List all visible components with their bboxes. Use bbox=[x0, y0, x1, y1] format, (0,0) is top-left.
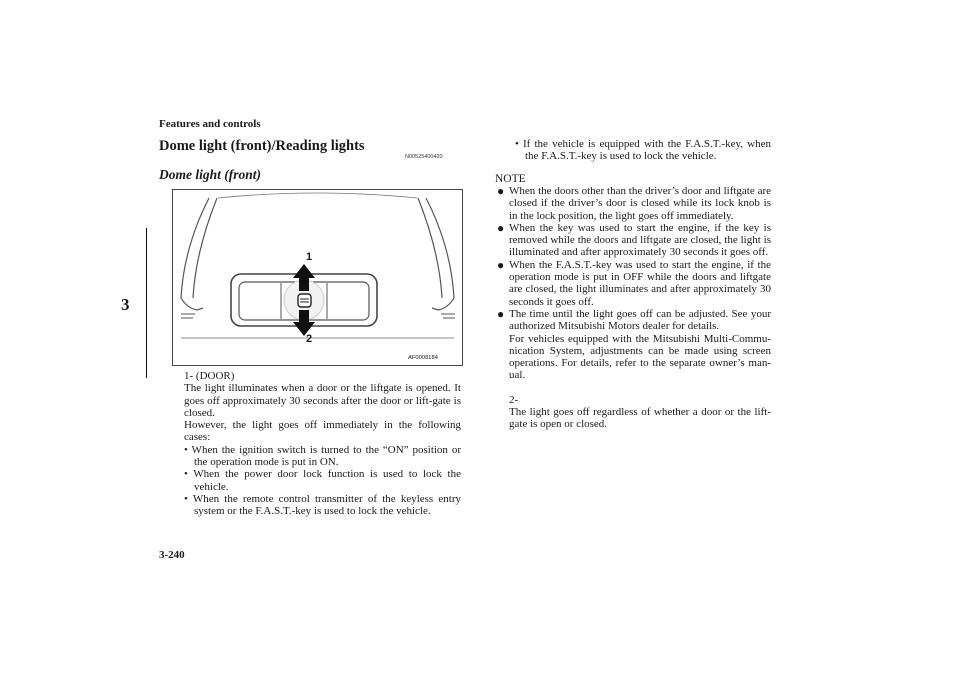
note-item bbox=[497, 259, 771, 308]
note-list bbox=[497, 185, 771, 431]
right-column-top bbox=[515, 138, 771, 163]
item2-heading: 2- bbox=[509, 393, 519, 406]
list-item: • When the power door lock function is used to lock the vehicle. bbox=[184, 468, 461, 493]
note-text: When the F.A.S.T.-key was used to start the engine, if the operation mode is put in OFF while the doors and liftgate are closed, the light illuminates and after approximately 30 seconds it goes off. bbox=[509, 258, 771, 308]
note-text: The time until the light goes off can be adjusted. See your authorized Mitsubishi Motors dealer for details. bbox=[509, 307, 771, 333]
item2-text: The light goes off regardless of whether a door or the lift-gate is open or closed. bbox=[509, 406, 771, 431]
section-subtitle: Dome light (front) bbox=[159, 167, 262, 182]
note-text: When the key was used to start the engine, if the key is removed while the doors and liftgate are closed, the light is illuminated and after approximately 30 seconds it goes off. bbox=[509, 221, 771, 259]
dome-light-illustration bbox=[173, 190, 462, 365]
page-number: 3-240 bbox=[159, 549, 185, 561]
note-label: NOTE bbox=[495, 173, 526, 185]
section-title: Dome light (front)/Reading lights bbox=[159, 138, 365, 154]
list-item: • When the ignition switch is turned to the “ON” position or the operation mode is put in ON. bbox=[184, 443, 461, 469]
figure-code: AF0008184 bbox=[408, 355, 438, 361]
list-item: • When the remote control transmitter of the keyless entry system or the F.A.S.T.-key is used to lock the vehicle. bbox=[184, 492, 461, 518]
bullet-icon: ● bbox=[497, 306, 505, 321]
figure-label-1: 1 bbox=[306, 251, 313, 263]
note-text: For vehicles equipped with the Mitsubishi Multi-Commu-nication System, adjustments can be made using screen operations. For details, refer to the separate owner’s man-ual. bbox=[509, 332, 771, 382]
list-item: • If the vehicle is equipped with the F.A.S.T.-key, when the F.A.S.T.-key is used to lock the vehicle. bbox=[515, 138, 771, 163]
however-text: However, the light goes off immediately in the following cases: bbox=[184, 419, 461, 444]
item1-heading: 1- (DOOR) bbox=[184, 370, 235, 382]
bullet-icon: ● bbox=[497, 220, 505, 235]
bullet-icon: ● bbox=[497, 257, 505, 272]
note-item bbox=[497, 185, 771, 222]
note-item bbox=[497, 308, 771, 431]
bullet-icon: ● bbox=[497, 184, 505, 198]
chapter-tab-number: 3 bbox=[121, 295, 130, 314]
figure-label-2: 2 bbox=[306, 333, 313, 345]
section-header: Features and controls bbox=[159, 118, 261, 130]
chapter-tab bbox=[114, 228, 147, 378]
left-column bbox=[184, 370, 461, 518]
section-code: N00525400420 bbox=[405, 154, 443, 160]
note-text: When the doors other than the driver’s door and liftgate are closed if the driver’s door is closed while its lock knob is in the lock position, the light goes off immediately. bbox=[509, 185, 771, 222]
dome-light-figure bbox=[172, 189, 463, 366]
note-item bbox=[497, 222, 771, 259]
item1-text: The light illuminates when a door or the liftgate is opened. It goes off approximately 30 seconds after the door or lift-gate is closed. bbox=[184, 382, 461, 419]
